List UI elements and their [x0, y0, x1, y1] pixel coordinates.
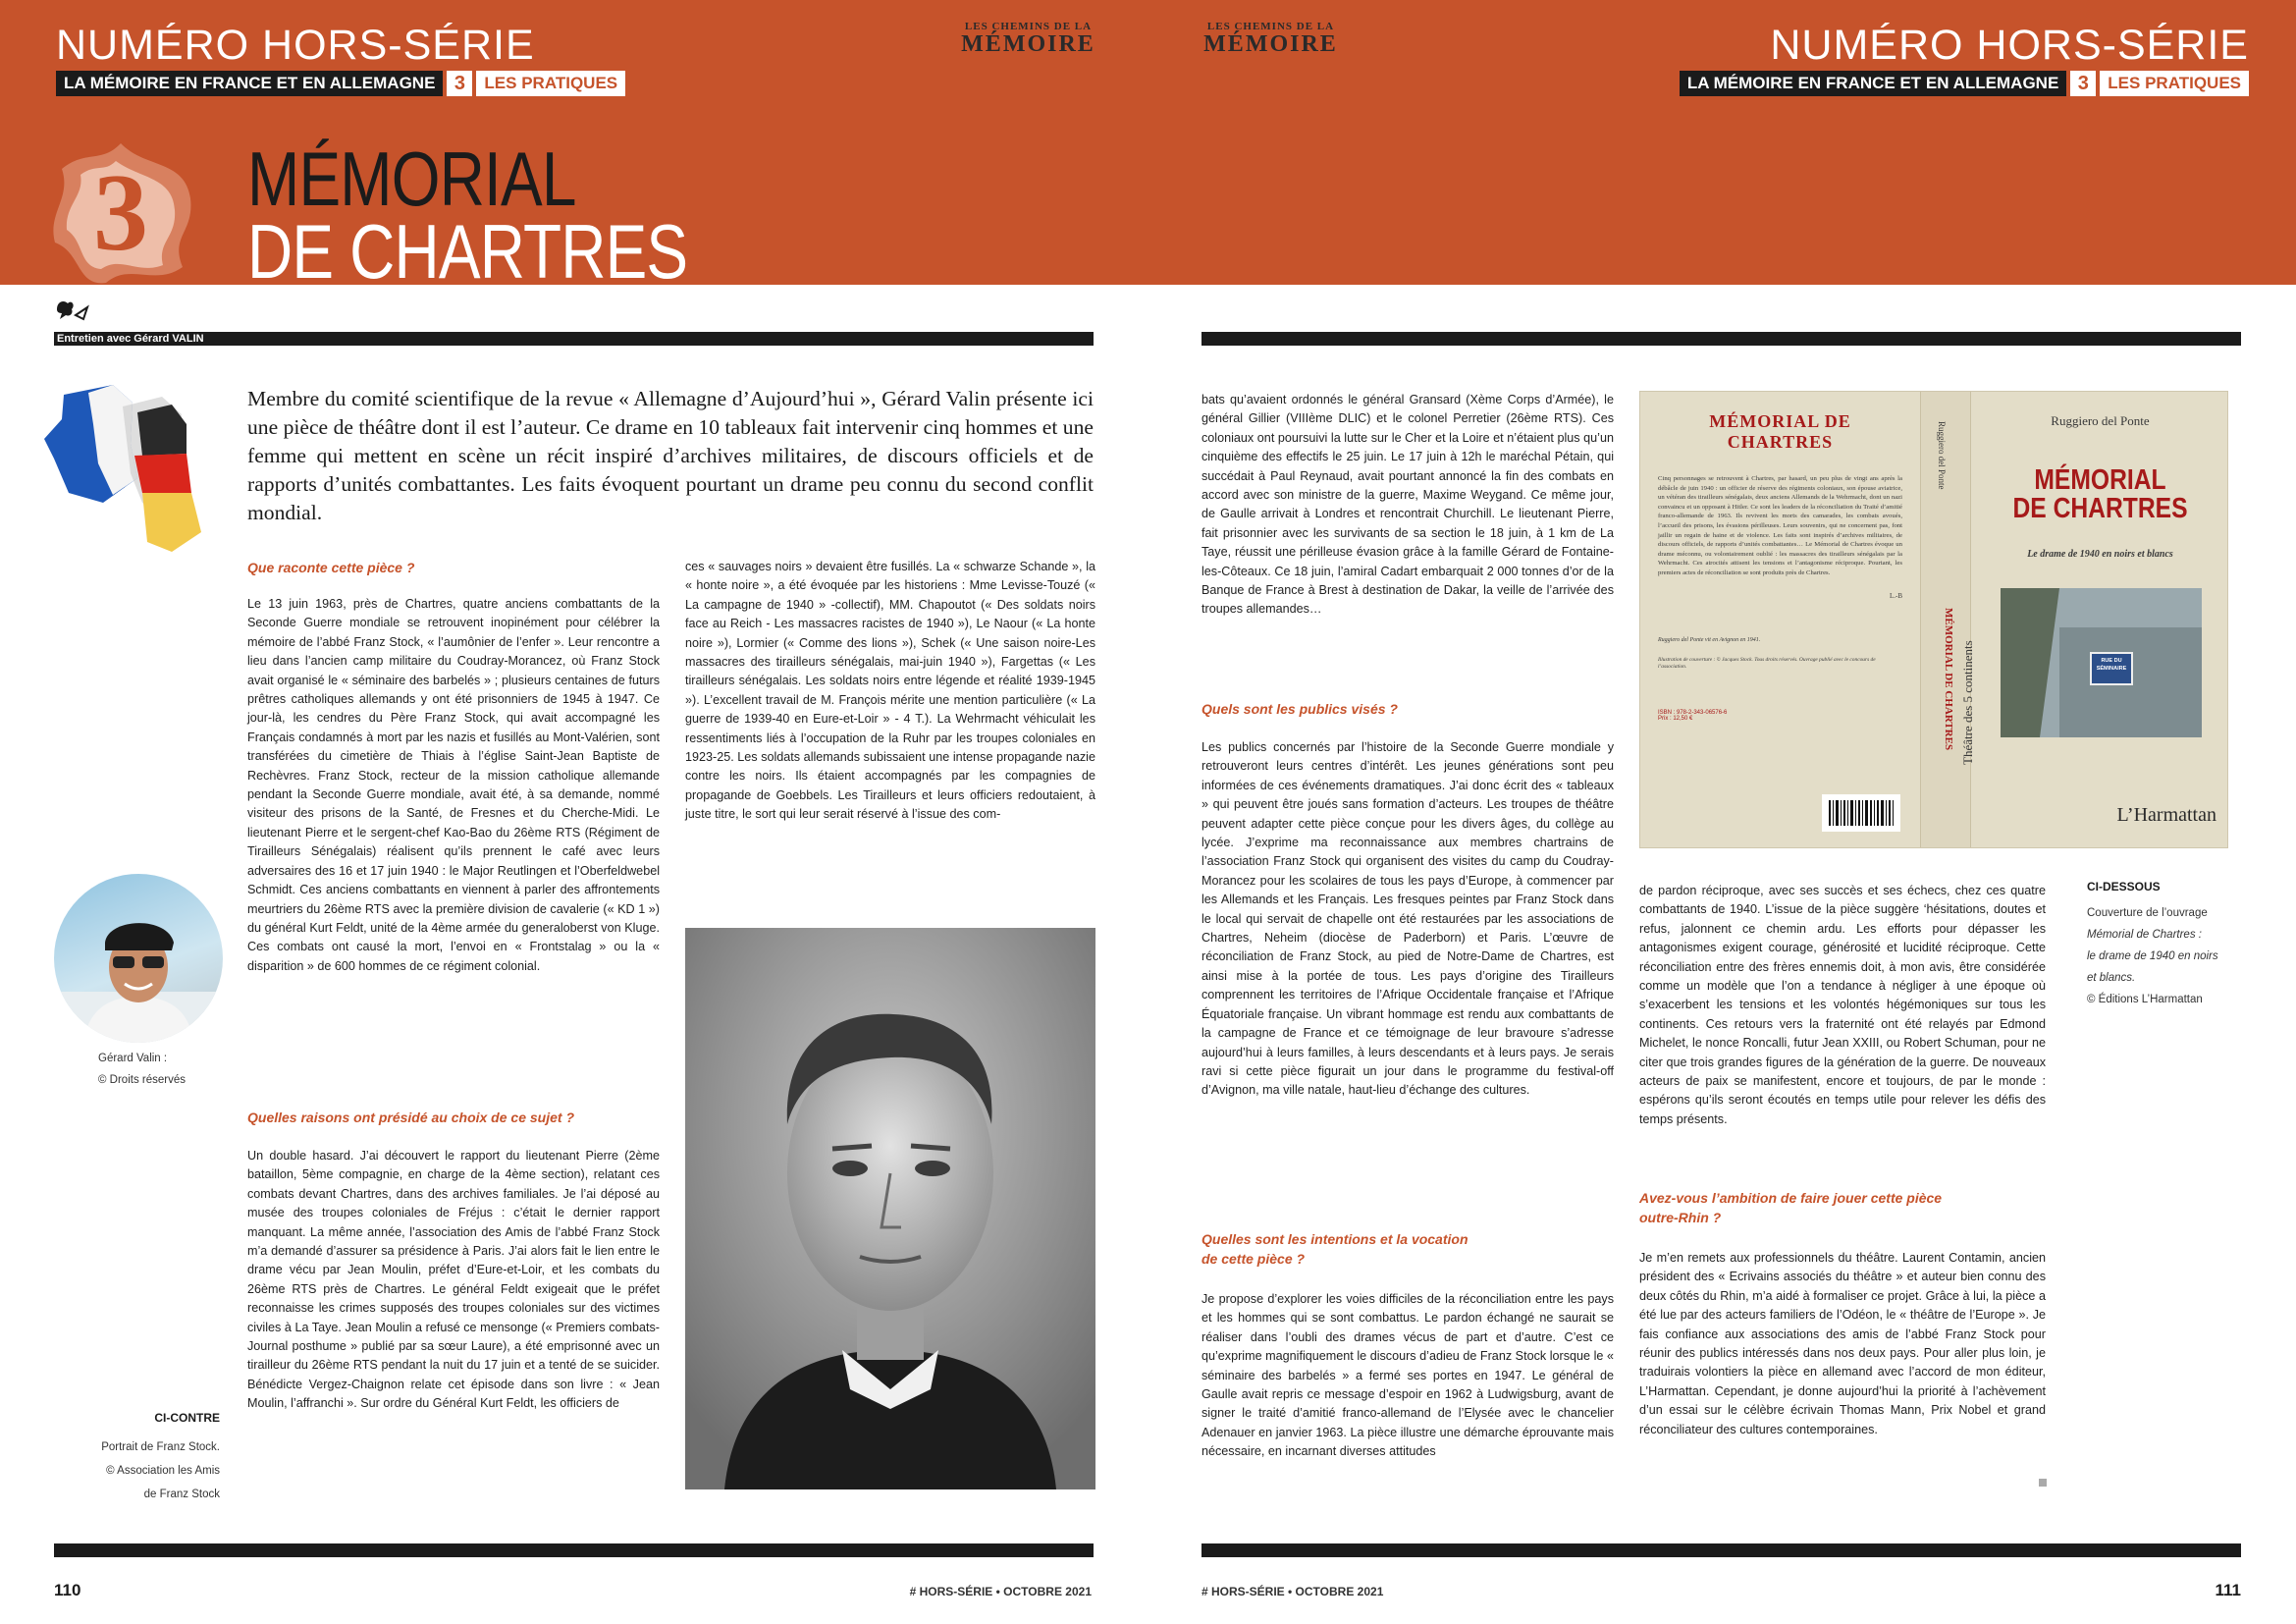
strap-number: 3 [2070, 71, 2096, 96]
title-line-1: MÉMORIAL [247, 135, 576, 222]
col3-answer-3: Les publics concernés par l’histoire de la Seconde Guerre mondiale y retrouveront leurs centres d’intérêt. Les jeunes générations sont peu informées de ces événements dramatiques. J’ai donc écrit des « tableaux » qui peuvent être joués sans formation d’acteurs. Les troupes de théâtre peuvent adapter cette pièce conçue pour les divers âges, du collège au lycée. J’exprime ma reconnaissance aux membres chartrains de l’association Franz Stock qui organisent des visites du camp du Coudray-Morancez pour les scolaires de tous les pays d’Europe, à commencer par les Allemands et les Français. Les fresques peintes par Franz Stock dans le local qui servait de chapelle ont été restaurées par les associations de Chartres, Neheim (diocèse de Paderborn) et Paris. L’œuvre de réconciliation de Franz Stock, au pied de Notre-Dame de Chartres, est ainsi mise à la portée de tous. Les pays d’origine des Tirailleurs comprennent les territoires de l’Afrique Occidentale française et l’Afrique Équatoriale française. Un vibrant hommage est rendu aux combattants de la campagne de France et ce témoignage de leur bravoure s’adresse aujourd’hui à leurs familles, à leurs descendants et à leurs pays. Je serais ravi si cette pièce figurait un jour dans le programme du festival-off d’Avignon, ma ville natale, haut-lieu d’échange des cultures. [1201, 740, 1614, 1098]
series-title-left: NUMÉRO HORS-SÉRIE [56, 22, 535, 69]
question-4-line2: de cette pièce ? [1201, 1251, 1306, 1267]
footer-rule-left [54, 1543, 1094, 1557]
book-back-cover [1640, 392, 1920, 848]
photo-caption-line3: de Franz Stock [143, 1489, 220, 1500]
strap-topic: LA MÉMOIRE EN FRANCE ET EN ALLEMAGNE [1680, 71, 2066, 96]
interview-rule-left [54, 332, 1094, 346]
end-square-icon [2039, 1479, 2047, 1487]
col3-answer-4: Je propose d’explorer les voies difficiles de la réconciliation entre les pays et les hommes qui se sont combattus. Le pardon échangé ne saurait se réaliser dans l’oubli des drames vécus de part et d’autre. C’est ce qu’exprime magnifiquement le discours d’adieu de Franz Stock lorsque le « séminaire des barbelés » a fermé ses portes en 1947. Le général de Gaulle avait repris ce message d’espoir en 1962 à Ludwigsburg, avant de signer le traité d’amitié franco-allemand de l’Elysée avec le chancelier Adenauer en janvier 1963. La pièce illustre une démarche éprouvante mais nécessaire, en incarnant diverses attitudes [1201, 1292, 1614, 1459]
avatar [54, 874, 223, 1043]
book-caption-line4: et blancs. [2087, 972, 2136, 984]
strap-left [56, 71, 625, 96]
logo-big-text: MÉMOIRE [961, 31, 1095, 57]
title-line-2: DE CHARTRES [247, 208, 688, 295]
question-4-line1: Quelles sont les intentions et la vocation [1201, 1231, 1468, 1247]
book-caption-head: CI-DESSOUS [2087, 880, 2161, 893]
book-caption-line5: © Éditions L’Harmattan [2087, 994, 2203, 1005]
book-cover [1639, 391, 2228, 848]
col1-answer-2: Un double hasard. J’ai découvert le rapport du lieutenant Pierre (2ème bataillon, 5ème compagnie, en charge de la 4ème section), relatant ces combats devant Chartres, dans des archives familiales. Je l’ai déposé au musée des troupes coloniales de Fréjus : c’était le dernier rapport manquant. La même année, l’association des Amis de l’abbé Franz Stock m’a demandé d’assurer sa présidence à Paris. J’ai alors fait le lien entre le drame vécu par Jean Moulin, préfet d’Eure-et-Loir, et les combats du 26ème RTS près de Chartres. Le général Feldt exigeait que le préfet reconnaisse les crimes supposés des troupes coloniales sur des victimes civiles à La Taye. Jean Moulin a refusé ce mensonge (« Premiers combats-Journal posthume » publié par sa sœur Laure), a été emprisonné avec un tirailleur du 26ème RTS pendant la nuit du 17 juin et a tenté de se suicider. Bénédicte Vergez-Chaignon relate cet épisode dans son livre : « Jean Moulin, l’affranchi ». Sur ordre du Général Kurt Feldt, les officiers de [247, 1149, 660, 1411]
intro-paragraph: Membre du comité scientifique de la revue « Allemagne d’Aujourd’hui », Gérard Valin présente ici une pièce de théâtre dont il est l’auteur. Ce drame en 10 tableaux fait intervenir cinq hommes et une femme qui mettent en scène un récit inspiré d’archives militaires, de discours officiels et de rapports d’unités combattantes. Les faits évoquent pourtant un drame peu connu du second conflit mondial. [247, 387, 1094, 524]
book-back-signature: L.-B [1889, 591, 1902, 600]
logo-small-text: LES CHEMINS DE LA [964, 21, 1093, 32]
section-number: 3 [93, 152, 148, 274]
flag-map-icon [44, 385, 206, 562]
spine-series: Théâtre des 5 continents [1960, 640, 1975, 765]
series-title-right: NUMÉRO HORS-SÉRIE [1770, 22, 2249, 69]
publisher-logo: L’Harmattan [2116, 804, 2216, 826]
book-back-author-note: Ruggiero del Ponte vit en Avignon en 1941. [1658, 636, 1761, 643]
strap-topic: LA MÉMOIRE EN FRANCE ET EN ALLEMAGNE [56, 71, 443, 96]
photo-caption-head: CI-CONTRE [154, 1411, 220, 1425]
front-cover-photo [2001, 588, 2202, 737]
book-back-credits: Illustration de couverture : © Jacques Stock. Tous droits réservés. Ouvrage publié avec le concours de l’association. [1658, 656, 1876, 670]
interview-rule-right [1201, 332, 2241, 346]
book-caption-line1: Couverture de l’ouvrage [2087, 907, 2208, 919]
section-number-emblem [47, 139, 194, 287]
footer-rule-right [1201, 1543, 2241, 1557]
interview-icon [54, 296, 89, 330]
issue-label-right: # HORS-SÉRIE • OCTOBRE 2021 [1201, 1585, 1384, 1598]
portrait-caption-name: Gérard Valin : [98, 1053, 168, 1064]
street-sign: RUE DU SÉMINAIRE [2096, 658, 2127, 672]
franz-stock-illustration [685, 928, 1095, 1489]
question-5-line1: Avez-vous l’ambition de faire jouer cette pièce [1639, 1190, 1943, 1206]
strap-section: LES PRATIQUES [2100, 71, 2249, 96]
strap-number: 3 [447, 71, 472, 96]
strap-right [1680, 71, 2249, 96]
book-price: Prix : 12,50 € [1658, 715, 1693, 722]
issue-label-left: # HORS-SÉRIE • OCTOBRE 2021 [909, 1585, 1092, 1598]
photo-caption-line1: Portrait de Franz Stock. [101, 1441, 220, 1453]
book-caption-line2: Mémorial de Chartres : [2087, 929, 2202, 941]
book-isbn: ISBN : 978-2-343-06576-6 [1658, 709, 1728, 716]
question-4 [1201, 1229, 1614, 1269]
article-title [247, 135, 688, 295]
magazine-logo-left [957, 22, 1099, 56]
spine-author: Ruggiero del Ponte [1937, 421, 1947, 490]
book-back-title: MÉMORIAL DE CHARTRES [1709, 411, 1851, 452]
question-5 [1639, 1188, 2046, 1227]
question-1: Que raconte cette pièce ? [247, 560, 415, 575]
front-subtitle: Le drame de 1940 en noirs et blancs [2027, 549, 2173, 560]
col3-text-1: bats qu’avaient ordonnés le général Gransard (Xème Corps d’Armée), le général Gillier (VIIIème DLIC) et le colonel Perretier (26ème RTS). Ces coloniaux ont poursuivi la lutte sur le Cher et la Loire et n’étaient plus qu’un cinquième des effectifs le 25 juin. Le 17 juin à 12h le maréchal Pétain, qui succédait à Paul Reynaud, avait pourtant annoncé la fin des combats en accord avec son ministre de la guerre, Maxime Weygand. Ce même jour, de Gaulle arrivait à Londres et rencontrait Churchill. Le lieutenant Pierre, fait prisonnier avec les survivants de sa section le 18 juin, à 1 km de La Taye, réussit une périlleuse évasion grâce à la famille Gérard de Fontaine-les-Côteaux. Ce 18 juin, l’amiral Cadart embarquait 2 000 tonnes d’or de la Banque de France à Brest à destination de Dakar, la veille de l’arrivée des troupes allemandes… [1201, 393, 1614, 617]
col4-answer-5: Je m’en remets aux professionnels du théâtre. Laurent Contamin, ancien président des « Ecrivains associés du théâtre » et auteur bien connu des deux côtés du Rhin, m’a aidé à formaliser ce projet. Grâce à lui, la pièce a été lue par des acteurs familiers de l’Odéon, le « théâtre de l’Europe ». Je fais confiance aux associations des amis de l’abbé Franz Stock pour réunir des publics intéressés dans nos deux pays. Pour aller plus loin, je traduirais volontiers la pièce en allemand avec l’accord de mon éditeur, L’Harmattan. Cependant, je donne aujourd’hui la priorité à l’achèvement d’un essai sur le célèbre écrivain Thomas Mann, Prix Nobel et grand réconciliateur des cultures contemporaines. [1639, 1251, 2046, 1436]
front-title-line1: MÉMORIAL [2034, 464, 2166, 496]
logo-small-text: LES CHEMINS DE LA [1206, 21, 1335, 32]
photo-caption-line2: © Association les Amis [106, 1465, 220, 1477]
col2-text: ces « sauvages noirs » devaient être fusillés. La « schwarze Schande », la « honte noire », a été évoquée par les historiens : Mme Levisse-Touzé (« La campagne de 1940 » -collectif), MM. Chapoutot (« Des soldats noirs face au Reich - Les massacres racistes de 1940 »), Le Naour (« La honte noire »), Lormier (« Comme des lions »), Schek (« Une saison noire-Les massacres des tirailleurs sénégalais, mai-juin 1940 »), Fargettas (« Les tirailleurs sénégalais. Les soldats noirs entre légende et réalité 1939-1945 »). L’excellent travail de M. François mérite une mention particulière (« La guerre de 1939-40 en Eure-et-Loir » - 4 T.). La Wehrmacht véhiculait les ressentiments liés à l’occupation de la Ruhr par les troupes coloniales en 1923-25. Les soldats allemands subissaient une intense propagande nazie contre les noirs. Ils étaient accompagnés par les compagnies de propagande de Goebbels. Les Tirailleurs et leurs officiers redoutaient, à juste titre, le sort qui leur serait réservé à l’issue des com- [685, 560, 1095, 822]
portrait-caption-credit: © Droits réservés [98, 1074, 186, 1086]
front-author: Ruggiero del Ponte [2051, 413, 2150, 428]
book-back-text: Cinq personnages se retrouvent à Chartres, par hasard, un peu plus de vingt ans après la débâcle de juin 1940 : un officier de réserve des régiments coloniaux, son épouse aviatrice, un vétéran des tirailleurs sénégalais, deux anciens Allemands de la Wehrmacht, dont un nazi convaincu et un opposant à Hitler. Ce sont les leaders de la réconciliation du Traité d’amitié franco-allemande de 1963. Ils revivent les morts des camarades, les combats avoués, l’accueil des prisons, les évasions périlleuses. Leurs souvenirs, qui ne concernent pas, font jaillir un regain de haine et de violence. Les faits sont inspirés d’archives militaires, de discours officiels, de rapports d’unités combattantes… Le Mémorial de Chartres évoque un drame méconnu, ou volontairement oublié : les massacres des tirailleurs sénégalais par la Wehrmacht. Ces atrocités attisent les tensions et l’antagonisme réciproque. Pourtant, les premiers actes de réconciliation se sont produits près de Chartres. [1658, 475, 1902, 576]
question-5-line2: outre-Rhin ? [1639, 1210, 1722, 1225]
portrait-illustration [54, 874, 223, 1043]
question-2: Quelles raisons ont présidé au choix de ce sujet ? [247, 1110, 574, 1125]
book-spine [1920, 392, 1975, 848]
question-3: Quels sont les publics visés ? [1201, 701, 1398, 717]
franz-stock-photo [685, 928, 1095, 1489]
col4-text-1: de pardon réciproque, avec ses succès et ses échecs, chez ces quatre combattants de 1940. L’issue de la pièce suggère ‘hésitations, doutes et refus, jalonnent ce chemin ardu. Les efforts pour dépasser les antagonismes exigent courage, générosité et lucidité réciproque. Cette réconciliation entre des frères ennemis doit, à mon avis, être considérée comme un modèle que l’on a tendance à négliger à une époque où s’exacerbent les tensions et les volontés hégémoniques sur tous les continents. Ces retours vers la fraternité ont été relayés par Edmond Michelet, le nonce Roncalli, futur Jean XXIII, ou Robert Schuman, pour ne citer que trois grandes figures de la génération de la guerre. De nouveaux acteurs de paix se manifestent, encore et toujours, de par le monde : espérons qu’ils seront écoutés en temps utile pour relever les défis des temps présents. [1639, 884, 2046, 1126]
front-title-line2: DE CHARTRES [2012, 493, 2188, 524]
interview-credit: Entretien avec Gérard VALIN [57, 333, 204, 345]
logo-big-text: MÉMOIRE [1203, 31, 1338, 57]
strap-section: LES PRATIQUES [476, 71, 625, 96]
book-front-cover [1971, 392, 2228, 848]
page-number-right: 111 [2215, 1581, 2241, 1599]
front-title [1991, 466, 2211, 523]
page-number-left: 110 [54, 1581, 81, 1599]
book-caption-line3: le drame de 1940 en noirs [2087, 950, 2218, 962]
col1-answer-1: Le 13 juin 1963, près de Chartres, quatre anciens combattants de la Seconde Guerre mondiale se retrouvent inopinément pour célébrer la mémoire de l’abbé Franz Stock, « l’aumônier de l’enfer ». Leur rencontre a lieu dans l’ancien camp militaire du Coudray-Morancez, où Franz Stock avait organisé le « séminaire des barbelés » ; plusieurs centaines de futurs prêtres catholiques allemands y ont été prisonniers de 1945 à 1947. Ce jour-là, les cendres du Père Franz Stock, qui avait accompagné les Français condamnés à mort par les nazis et fusillés au Mont-Valérien, sont transférées du cimetière de Thiais à l’église Saint-Jean Baptiste de Rechèvres. Franz Stock, recteur de la mission catholique allemande pendant la Seconde Guerre mondiale, avait été, à sa demande, nommé visiteur des prisons de la Santé, de Fresnes et du Cherche-Midi. Le lieutenant Pierre et le sergent-chef Kao-Bao du 26ème RTS (Régiment de Tirailleurs Sénégalais) réalisent qu’ils prennent le café avec leurs adversaires des 16 et 17 juin 1940 : le Major Reutlingen et l’Oberfeldwebel Schmidt. Ces anciens combattants en viennent à parler des affrontements meurtriers du 26ème RTS avec la première division de cavalerie (« KD 1 ») du général Kurt Feldt, unité de la 4ème armée du generaloberst von Kluge. Ces combats ont causé la mort, l’envoi en « Frontstalag » ou la « disparition » de 600 hommes de ce régiment colonial. [247, 597, 660, 973]
magazine-logo-right [1200, 22, 1342, 56]
spine-title: MÉMORIAL DE CHARTRES [1943, 608, 1954, 751]
barcode [1822, 794, 1900, 832]
